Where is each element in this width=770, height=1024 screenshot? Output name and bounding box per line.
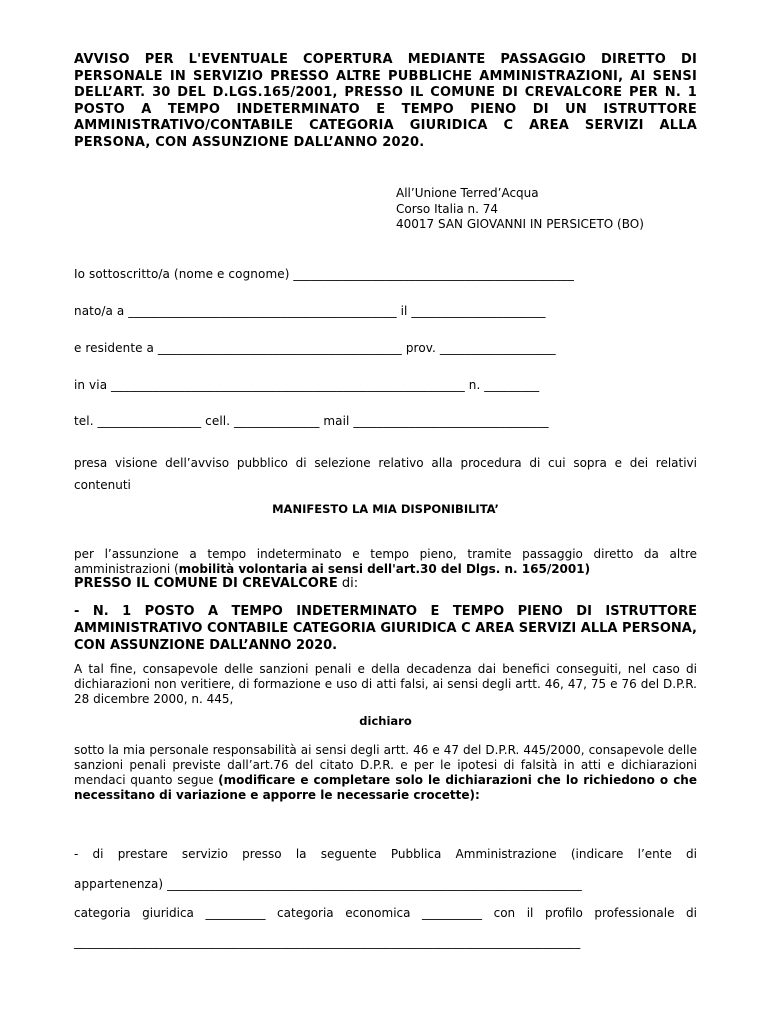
- recipient-address: [396, 186, 644, 233]
- category-field[interactable]: categoria giuridica __________ categoria economica __________ con il profilo professionale di: [74, 906, 697, 920]
- document-header: [74, 52, 697, 151]
- acknowledgement-text: presa visione dell’avviso pubblico di selezione relativo alla procedura di cui sopra e dei relativi contenuti: [74, 456, 697, 492]
- position-paragraph: - N. 1 POSTO A TEMPO INDETERMINATO E TEMPO PIENO DI ISTRUTTORE AMMINISTRATIVO CONTABILE CATEGORIA GIURIDICA C AREA SERVIZI ALLA PERSONA, CON ASSUNZIONE DALL’ANNO 2020.: [74, 604, 697, 653]
- hiring-bold-text: mobilità volontaria ai sensi dell'art.30 del Dlgs. n. 165/2001): [178, 561, 591, 576]
- hiring-paragraph: [74, 547, 697, 592]
- residence-field[interactable]: e residente a ________________________________________ prov. ___________________: [74, 341, 556, 355]
- service-text: - di prestare servizio presso la seguente Pubblica Amministrazione (indicare l’ente di: [74, 847, 697, 861]
- address-line-3: 40017 SAN GIOVANNI IN PERSICETO (BO): [396, 217, 644, 231]
- address-line-1: All’Unione Terred’Acqua: [396, 186, 539, 200]
- name-field[interactable]: Io sottoscritto/a (nome e cognome) ______________________________________________: [74, 267, 575, 281]
- availability-heading: MANIFESTO LA MIA DISPONIBILITA’: [272, 502, 499, 516]
- hiring-text: per l’assunzione a tempo indeterminato e tempo pieno, tramite passaggio diretto da altre amministrazioni (: [74, 547, 697, 576]
- responsibility-bold-text: (modificare e completare solo le dichiarazioni che lo richiedono o che necessitano di variazione e apporre le necessarie crocette):: [74, 773, 697, 802]
- declaration-heading: dichiaro: [359, 714, 412, 728]
- purpose-paragraph: A tal fine, consapevole delle sanzioni penali e della decadenza dai benefici conseguiti, nel caso di dichiarazioni non veritiere, di formazione e uso di atti falsi, ai sensi degli artt. 46, 47, 75 e 76 del D.P.R. 28 dicembre 2000, n. 445,: [74, 662, 697, 706]
- street-field[interactable]: in via __________________________________________________________ n. _________: [74, 378, 540, 392]
- responsibility-paragraph: [74, 743, 697, 803]
- profile-field[interactable]: ___________________________________________________________________________________: [74, 935, 581, 949]
- address-line-2: Corso Italia n. 74: [396, 201, 498, 216]
- responsibility-text: sotto la mia personale responsabilità ai sensi degli artt. 46 e 47 del D.P.R. 445/2000, consapevole delle sanzioni penali previste dall’art.76 del citato D.P.R. e per le ipotesi di falsità in atti e dichiarazioni mendaci quanto segue: [74, 743, 697, 787]
- comune-text: PRESSO IL COMUNE DI CREVALCORE: [74, 576, 338, 591]
- birthplace-field[interactable]: nato/a a ____________________________________________ il ______________________: [74, 304, 546, 318]
- affiliation-field[interactable]: appartenenza) ____________________________________________________________________: [74, 877, 582, 891]
- notice-title: AVVISO PER L'EVENTUALE COPERTURA MEDIANTE PASSAGGIO DIRETTO DI PERSONALE IN SERVIZIO PRESSO ALTRE PUBBLICHE AMMINISTRAZIONI, AI SENSI DELL’ART. 30 DEL D.LGS.165/2001, PRESSO IL COMUNE DI CREVALCORE PER N. 1 POSTO A TEMPO INDETERMINATO E TEMPO PIENO DI UN ISTRUTTORE AMMINISTRATIVO/CONTABILE CATEGORIA GIURIDICA C AREA SERVIZI ALLA PERSONA, CON ASSUNZIONE DALL’ANNO 2020.: [74, 52, 697, 150]
- contacts-field[interactable]: tel. _________________ cell. ______________ mail ________________________________: [74, 414, 549, 428]
- di-text: di:: [337, 576, 359, 591]
